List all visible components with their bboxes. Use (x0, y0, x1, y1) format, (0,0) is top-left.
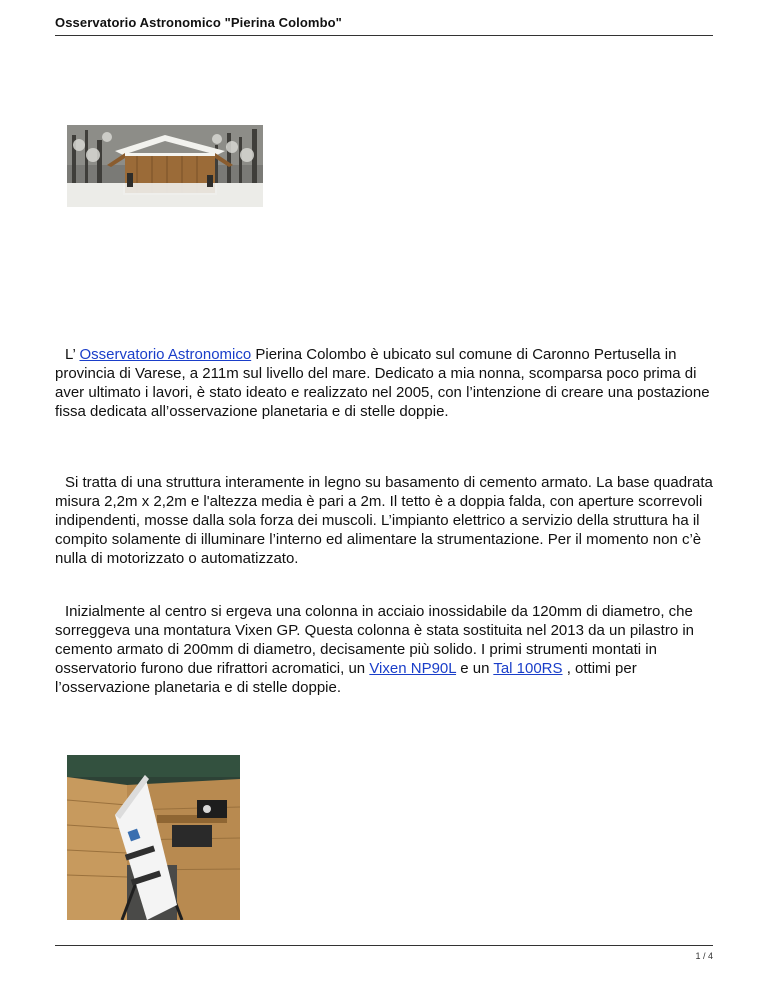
footer-rule (55, 945, 713, 946)
page-title: Osservatorio Astronomico "Pierina Colombo" (55, 15, 342, 30)
observatory-interior-telescope-photo (67, 755, 240, 920)
paragraph-intro (55, 345, 715, 421)
paragraph-instruments-mid: e un (456, 660, 494, 677)
paragraph-intro-body: Pierina Colombo è ubicato sul comune di Caronno Pertusella in provincia di Varese, a 211m sul livello del mare. Dedicato a mia nonna, scomparsa poco prima di aver ultimato i lavori, è stato ideato e realizzato nel 2005, con l’intenzione di creare una postazione fissa dedicata all’osservazione planetaria e di stelle doppie. (55, 346, 710, 420)
paragraph-instruments (55, 602, 715, 697)
page-number: 1 / 4 (695, 951, 713, 961)
link-vixen-np90l[interactable]: Vixen NP90L (369, 660, 457, 677)
link-tal-100rs[interactable]: Tal 100RS (493, 660, 563, 677)
paragraph-instruments-lead: Inizialmente al centro si ergeva una colonna in acciaio inossidabile da 120mm di diametro, che sorreggeva una montatura Vixen GP. Questa colonna è stata sostituita nel 2013 da un pilastro in cemento armato di 200mm di diametro, decisamente più solido. I primi strumenti montati in osservatorio furono due rifrattori acromatici, un (55, 603, 695, 677)
paragraph-intro-lead: L’ (65, 346, 80, 363)
paragraph-structure: Si tratta di una struttura interamente in legno su basamento di cemento armato. La base quadrata misura 2,2m x 2,2m e l'altezza media è pari a 2m. Il tetto è a doppia falda, con aperture scorrevoli indipendenti, mosse dalla sola forza dei muscoli. L’impianto elettrico a servizio della struttura ha il compito solamente di illuminare l’interno ed alimentare la strumentazione. Per il momento non c’è nulla di motorizzato o automatizzato. (55, 474, 713, 567)
link-osservatorio-astronomico[interactable]: Osservatorio Astronomico (79, 346, 252, 363)
page-header (55, 9, 713, 36)
observatory-snow-photo (67, 125, 263, 207)
paragraph-instruments-end: , ottimi per l’osservazione planetaria e di stelle doppie. (55, 660, 637, 696)
